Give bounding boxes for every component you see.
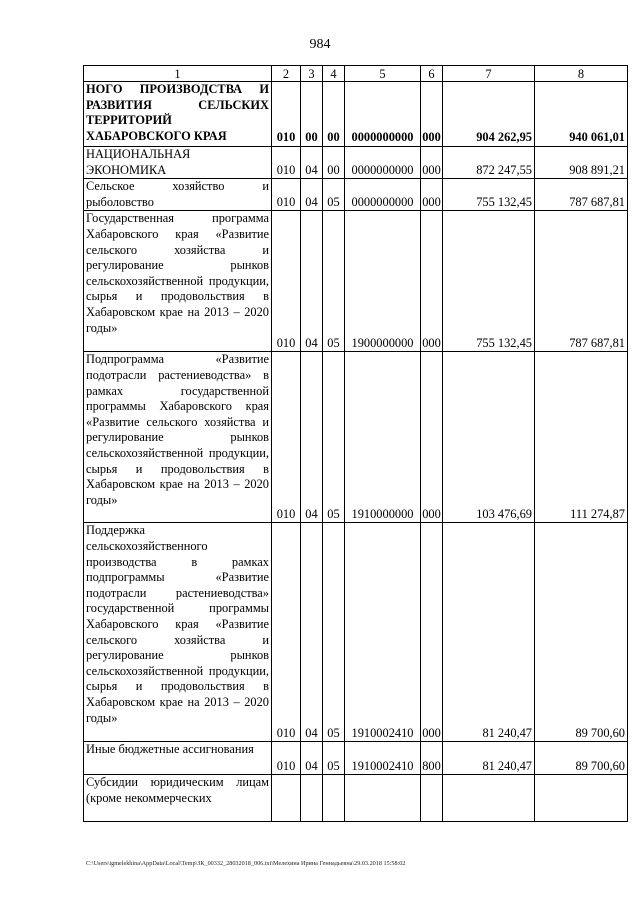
- cell-target-article: 0000000000: [345, 82, 421, 147]
- row-name: Иные бюджетные ассигнования: [84, 742, 272, 775]
- table-row: [84, 147, 628, 179]
- cell-amount-year1: 103 476,69: [443, 352, 535, 523]
- cell-amount-year1: 755 132,45: [443, 211, 535, 352]
- table-row: [84, 523, 628, 742]
- cell-amount-year2: 787 687,81: [535, 211, 628, 352]
- cell-expense-type: 000: [421, 82, 443, 147]
- budget-table: [83, 65, 628, 822]
- cell-target-article: [345, 775, 421, 822]
- cell-target-article: 1910000000: [345, 352, 421, 523]
- row-name: Подпрограмма «Развитие подотрасли растениеводства» в рамках государственной программы Хабаровского края «Развитие сельского хозяйства и регулирование рынков сельскохозяйственной продукции, сырья и продовольствия в Хабаровском крае на 2013 – 2020 годы»: [84, 352, 272, 523]
- cell-ministry-code: 010: [272, 147, 301, 179]
- cell-subsection: 00: [323, 82, 345, 147]
- cell-ministry-code: [272, 775, 301, 822]
- cell-amount-year2: 111 274,87: [535, 352, 628, 523]
- cell-amount-year2: 908 891,21: [535, 147, 628, 179]
- cell-amount-year1: [443, 775, 535, 822]
- cell-section: 04: [301, 179, 323, 211]
- cell-amount-year2: [535, 775, 628, 822]
- cell-subsection: 05: [323, 523, 345, 742]
- column-header: 2: [272, 66, 301, 82]
- file-path-footer: C:\Users\igmelekhina\AppData\Local\Temp\ЗК_00332_28032018_006.txt\Мелехина Ирина Геннадьевна\29.03.2018 15:58:02: [86, 860, 406, 867]
- column-header: 4: [323, 66, 345, 82]
- column-header: 7: [443, 66, 535, 82]
- row-name: Сельское хозяйство и рыболовство: [84, 179, 272, 211]
- row-name: Поддержка сельскохозяйственного производства в рамках подпрограммы «Развитие подотрасли растениеводства» государственной программы Хабаровского края «Развитие сельского хозяйства и регулирование рынков сельскохозяйственной продукции, сырья и продовольствия в Хабаровском крае на 2013 – 2020 годы»: [84, 523, 272, 742]
- cell-ministry-code: 010: [272, 742, 301, 775]
- cell-target-article: 1910002410: [345, 523, 421, 742]
- cell-amount-year1: 755 132,45: [443, 179, 535, 211]
- cell-amount-year1: 81 240,47: [443, 742, 535, 775]
- table-row: [84, 82, 628, 147]
- row-name: Государственная программа Хабаровского края «Развитие сельского хозяйства и регулирование рынков сельскохозяйственной продукции, сырья и продовольствия в Хабаровском крае на 2013 – 2020 годы»: [84, 211, 272, 352]
- column-header: 1: [84, 66, 272, 82]
- cell-subsection: [323, 775, 345, 822]
- cell-subsection: 05: [323, 179, 345, 211]
- cell-ministry-code: 010: [272, 179, 301, 211]
- cell-amount-year2: 787 687,81: [535, 179, 628, 211]
- cell-section: 04: [301, 147, 323, 179]
- cell-target-article: 1900000000: [345, 211, 421, 352]
- cell-section: 04: [301, 742, 323, 775]
- cell-expense-type: [421, 775, 443, 822]
- table-row: [84, 211, 628, 352]
- cell-section: 04: [301, 523, 323, 742]
- cell-target-article: 1910002410: [345, 742, 421, 775]
- cell-amount-year1: 872 247,55: [443, 147, 535, 179]
- cell-ministry-code: 010: [272, 352, 301, 523]
- page-number: 984: [309, 37, 331, 52]
- table-row: [84, 352, 628, 523]
- column-header: 6: [421, 66, 443, 82]
- row-name: НАЦИОНАЛЬНАЯ ЭКОНОМИКА: [84, 147, 272, 179]
- cell-expense-type: 800: [421, 742, 443, 775]
- cell-section: [301, 775, 323, 822]
- table-row: [84, 742, 628, 775]
- cell-amount-year2: 89 700,60: [535, 742, 628, 775]
- cell-subsection: 05: [323, 211, 345, 352]
- cell-amount-year2: 89 700,60: [535, 523, 628, 742]
- cell-expense-type: 000: [421, 147, 443, 179]
- cell-expense-type: 000: [421, 179, 443, 211]
- cell-ministry-code: 010: [272, 82, 301, 147]
- row-name: НОГО ПРОИЗВОДСТВА И РАЗВИТИЯ СЕЛЬСКИХ ТЕРРИТОРИЙ ХАБАРОВСКОГО КРАЯ: [84, 82, 272, 147]
- row-name: Субсидии юридическим лицам (кроме некоммерческих: [84, 775, 272, 822]
- column-header: 3: [301, 66, 323, 82]
- column-header: 8: [535, 66, 628, 82]
- cell-expense-type: 000: [421, 352, 443, 523]
- cell-ministry-code: 010: [272, 523, 301, 742]
- cell-ministry-code: 010: [272, 211, 301, 352]
- column-number-header: [84, 66, 628, 82]
- cell-target-article: 0000000000: [345, 179, 421, 211]
- cell-amount-year2: 940 061,01: [535, 82, 628, 147]
- cell-amount-year1: 904 262,95: [443, 82, 535, 147]
- cell-subsection: 05: [323, 352, 345, 523]
- cell-subsection: 00: [323, 147, 345, 179]
- cell-section: 04: [301, 211, 323, 352]
- column-header: 5: [345, 66, 421, 82]
- cell-expense-type: 000: [421, 523, 443, 742]
- cell-target-article: 0000000000: [345, 147, 421, 179]
- table-row: [84, 179, 628, 211]
- table-row: [84, 775, 628, 822]
- cell-subsection: 05: [323, 742, 345, 775]
- cell-section: 00: [301, 82, 323, 147]
- cell-section: 04: [301, 352, 323, 523]
- cell-expense-type: 000: [421, 211, 443, 352]
- cell-amount-year1: 81 240,47: [443, 523, 535, 742]
